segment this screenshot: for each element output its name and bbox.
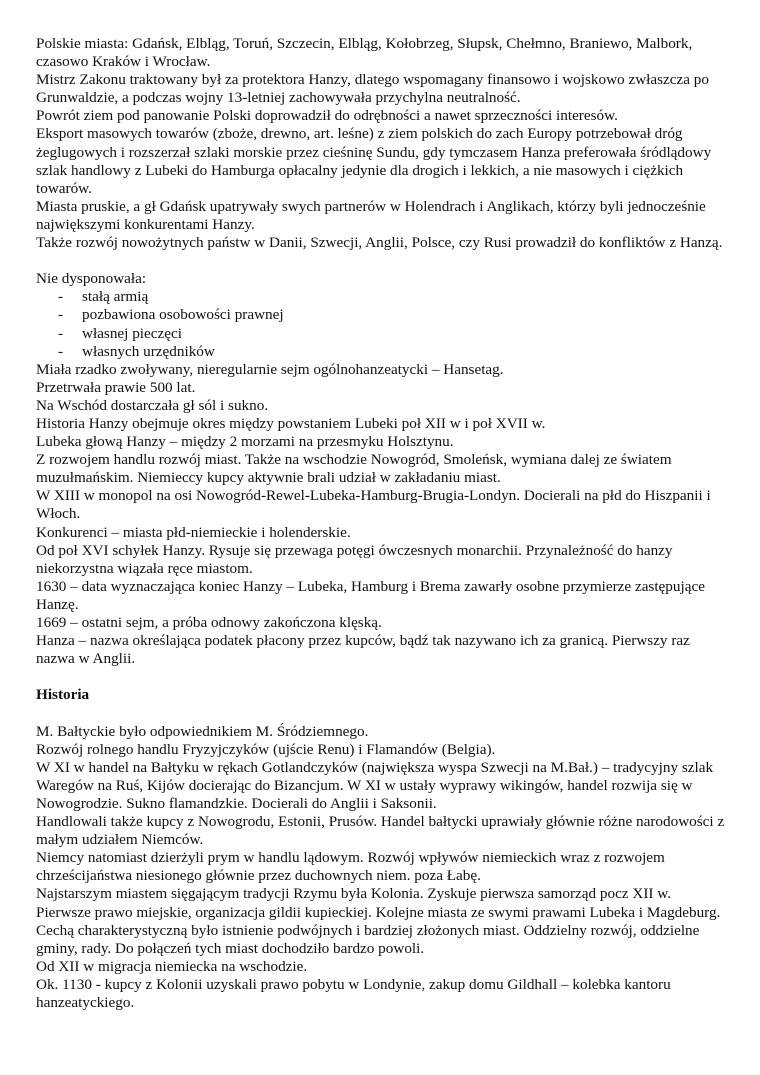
paragraph-decline: Od poł XVI schyłek Hanzy. Rysuje się przewaga potęgi ówczesnych monarchii. Przynależność do hanzy niekorzystna wiązała ręce miastom. bbox=[36, 541, 673, 577]
paragraph-competitors: Konkurenci – miasta płd-niemieckie i holenderskie. bbox=[36, 523, 351, 541]
paragraph-baltic-sea: M. Bałtyckie było odpowiednikiem M. Śródziemnego. bbox=[36, 722, 369, 740]
list-item-text: własnych urzędników bbox=[82, 342, 215, 360]
paragraph-double-cities: Cechą charakterystyczną było istnienie podwójnych i bardziej złożonych miast. Oddzielny rozwój, oddzielne gminy, rady. Do połączeń tych miast dochodziło bardzo powoli. bbox=[36, 921, 700, 957]
paragraph-east-goods: Na Wschód dostarczała gł sól i sukno. bbox=[36, 396, 269, 414]
paragraph-gildhall: Ok. 1130 - kupcy z Kolonii uzyskali prawo pobytu w Londynie, zakup domu Gildhall – kolebka kantoru hanzeatyckiego. bbox=[36, 975, 671, 1011]
section-heading-historia: Historia bbox=[36, 686, 90, 704]
paragraph-duration: Przetrwała prawie 500 lat. bbox=[36, 378, 196, 396]
paragraph-grand-master: Mistrz Zakonu traktowany był za protektora Hanzy, dlatego wspomagany finansowo i wojskowo zwłaszcza po Grunwaldzie, a podczas wojny 13-letniej zachowywała przychylna neutralność. bbox=[36, 71, 709, 107]
list-item bbox=[36, 306, 726, 324]
paragraph-hansetag: Miała rzadko zwoływany, nieregularnie sejm ogólnohanzeatycki – Hansetag. bbox=[36, 360, 504, 378]
paragraph-monopoly: W XIII w monopol na osi Nowogród-Rewel-Lubeka-Hamburg-Brugia-Londyn. Docierali na płd do Hiszpanii i Włoch. bbox=[36, 487, 711, 523]
paragraph-modern-states: Także rozwój nowożytnych państw w Danii, Szwecji, Anglii, Polsce, czy Rusi prowadził do konfliktów z Hanzą. bbox=[36, 234, 723, 252]
paragraph-history-period: Historia Hanzy obejmuje okres między powstaniem Lubeki poł XII w i poł XVII w. bbox=[36, 414, 546, 432]
blank-line bbox=[36, 668, 726, 686]
blank-line bbox=[36, 252, 726, 270]
document-page bbox=[36, 35, 726, 1012]
blank-line bbox=[36, 704, 726, 722]
list-item bbox=[36, 288, 726, 306]
list-item-text: stałą armią bbox=[82, 288, 149, 306]
paragraph-return-lands: Powrót ziem pod panowanie Polski doprowadził do odrębności a nawet sprzeczności interesów. bbox=[36, 107, 618, 125]
list-dash: - bbox=[58, 306, 64, 324]
list-item bbox=[36, 325, 726, 343]
paragraph-prussian-cities: Miasta pruskie, a gł Gdańsk upatrywały swych partnerów w Holendrach i Anglikach, którzy byli jednocześnie największymi konkurentami Hanzy. bbox=[36, 197, 706, 233]
paragraph-1630: 1630 – data wyznaczająca koniec Hanzy – Lubeka, Hamburg i Brema zawarły osobne przymierze zastępujące Hanzę. bbox=[36, 577, 705, 613]
paragraph-cities: Polskie miasta: Gdańsk, Elbląg, Toruń, Szczecin, Elbląg, Kołobrzeg, Słupsk, Chełmno, Braniewo, Malbork, czasowo Kraków i Wrocław. bbox=[36, 35, 693, 71]
paragraph-hanza-name: Hanza – nazwa określająca podatek płacony przez kupców, bądź tak nazywano ich za granicą. Pierwszy raz nazwa w Anglii. bbox=[36, 632, 690, 668]
list-item bbox=[36, 343, 726, 361]
paragraph-export: Eksport masowych towarów (zboże, drewno, art. leśne) z ziem polskich do zach Europy potrzebował dróg żeglugowych i rozszerzał szlaki morskie przez cieśninę Sundu, gdy tymczasem Hanza preferowała śródlądowy szlak handlowy z Lubeki do Hamburga opłacalny jedynie dla drogich i lekkich, a nie masowych i ciężkich towarów. bbox=[36, 125, 712, 197]
list-dash: - bbox=[58, 324, 64, 342]
paragraph-cologne: Najstarszym miastem sięgającym tradycji Rzymu była Kolonia. Zyskuje pierwsza samorząd pocz XII w. Pierwsze prawo miejskie, organizacja gildii kupieckiej. Kolejne miasta ze swymi prawami Lubeka i Magdeburg. bbox=[36, 885, 721, 921]
paragraph-novgorod-merchants: Handlowali także kupcy z Nowogrodu, Estonii, Prusów. Handel bałtycki uprawiały głównie różne narodowości z małym udziałem Niemców. bbox=[36, 813, 725, 849]
paragraph-trade-growth: Z rozwojem handlu rozwój miast. Także na wschodzie Nowogród, Smoleńsk, wymiana dalej ze światem muzułmańskim. Niemieccy kupcy aktywnie brali udział w zakładaniu miast. bbox=[36, 451, 672, 487]
paragraph-migration: Od XII w migracja niemiecka na wschodzie. bbox=[36, 957, 308, 975]
paragraph-1669: 1669 – ostatni sejm, a próba odnowy zakończona klęską. bbox=[36, 614, 382, 631]
list-dash: - bbox=[58, 288, 64, 306]
paragraph-frisians: Rozwój rolnego handlu Fryzyjczyków (ujście Renu) i Flamandów (Belgia). bbox=[36, 740, 496, 758]
lacks-list bbox=[36, 288, 726, 360]
paragraph-lubeck-head: Lubeka głową Hanzy – między 2 morzami na przesmyku Holsztynu. bbox=[36, 433, 454, 451]
paragraph-gotland: W XI w handel na Bałtyku w rękach Gotlandczyków (największa wyspa Szwecji na M.Bał.) – tradycyjny szlak Waregów na Ruś, Kijów docierając do Bizancjum. W XI w ustały wyprawy wikingów, handel rozwija się w Nowogrodzie. Sukno flamandzkie. Docierali do Anglii i Saksonii. bbox=[36, 758, 714, 812]
list-dash: - bbox=[58, 342, 64, 360]
list-item-text: pozbawiona osobowości prawnej bbox=[82, 306, 284, 324]
list-item-text: własnej pieczęci bbox=[82, 324, 182, 342]
list-intro: Nie dysponowała: bbox=[36, 270, 147, 288]
paragraph-land-trade: Niemcy natomiast dzierżyli prym w handlu lądowym. Rozwój wpływów niemieckich wraz z rozwojem chrześcijaństwa niesionego głównie przez duchownych niem. poza Łabę. bbox=[36, 849, 665, 885]
